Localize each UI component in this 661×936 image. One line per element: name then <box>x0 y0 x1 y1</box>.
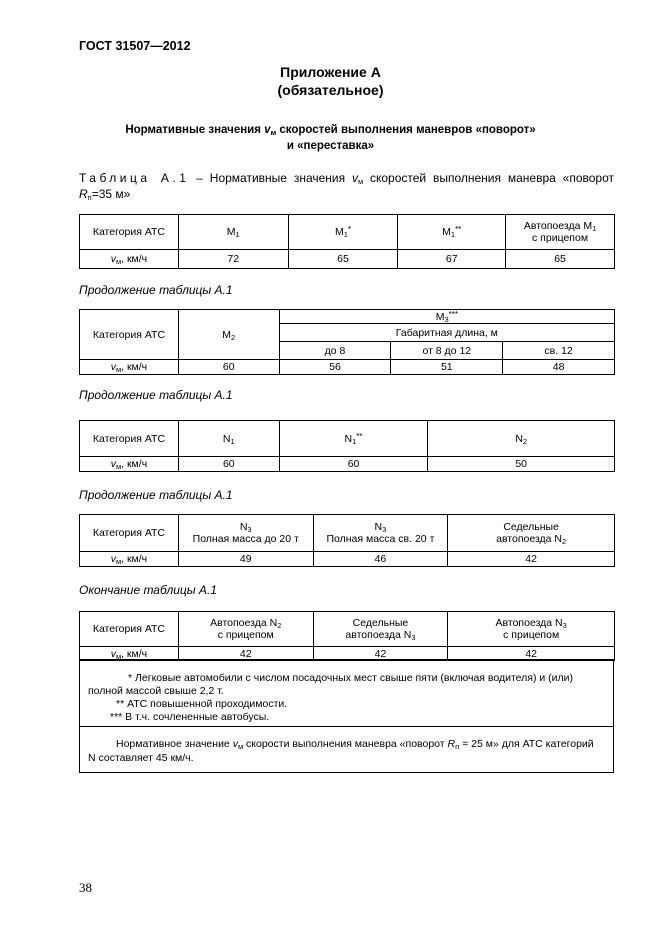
col-n2: $N_2$ <box>428 421 615 457</box>
col-n2-trailer: Автопоезда $N_2$ с прицепом <box>178 612 313 647</box>
col-n2-semitrailer: Седельные автопоезда $N_2$ <box>448 515 615 552</box>
value-cell: 65 <box>506 250 615 269</box>
category-header: Категория АТС <box>80 310 179 360</box>
col-n1-double-star: $N_1^{**}$ <box>279 421 428 457</box>
length-group-header: Габаритная длина, м <box>279 324 614 342</box>
footnotes-box <box>79 659 614 727</box>
footnote-2: ** АТС повышенной проходимости. <box>116 698 288 710</box>
col-m1-trailer: Автопоезда $M_1$ с прицепом <box>506 215 615 250</box>
col-n3-light: $N_3$ Полная масса до 20 т <box>178 515 313 552</box>
footnote-1: * Легковые автомобили с числом посадочных мест свыше пяти (включая водителя) и (или) полной массой свыше 2,2 т. <box>88 672 573 697</box>
page-number: 38 <box>79 880 92 895</box>
value-cell: 65 <box>288 250 398 269</box>
category-header: Категория АТС <box>80 515 179 552</box>
category-header: Категория АТС <box>80 215 179 250</box>
value-cell: 67 <box>398 250 506 269</box>
value-cell: 56 <box>279 360 391 375</box>
appendix-status: (обязательное) <box>277 82 384 98</box>
unit-cell: $v_м$, км/ч <box>80 250 179 269</box>
range-header: до 8 <box>279 342 391 360</box>
continuation-label: Продолжение таблицы А.1 <box>79 488 233 502</box>
col-n3-heavy: $N_3$ Полная масса св. 20 т <box>313 515 448 552</box>
range-header: от 8 до 12 <box>391 342 503 360</box>
table-a1-part2 <box>79 309 615 375</box>
range-header: св. 12 <box>503 342 615 360</box>
value-cell: 50 <box>428 457 615 472</box>
value-cell: 42 <box>448 647 615 661</box>
table-a1-part5 <box>79 611 615 661</box>
remark-box <box>79 726 614 773</box>
category-header: Категория АТС <box>80 612 179 647</box>
col-m1-double-star: $M_1^{**}$ <box>398 215 506 250</box>
table-a1-part1 <box>79 214 615 269</box>
value-cell: 42 <box>448 552 615 567</box>
end-label: Окончание таблицы А.1 <box>79 583 217 597</box>
appendix-heading-line1: Нормативные значения $v_м$ скоростей выполнения маневров «поворот» <box>125 124 536 137</box>
remark-text: Нормативное значение $v_м$ скорости выполнения маневра «поворот $R_п = 25$ м» для АТС категорий N составляет 45 км/ч. <box>88 738 594 764</box>
table-a1-part3 <box>79 420 615 472</box>
appendix-title: Приложение А <box>280 64 381 80</box>
value-cell: 60 <box>178 360 279 375</box>
col-m1-star: $M_1^*$ <box>288 215 398 250</box>
col-m1: $M_1$ <box>178 215 288 250</box>
value-cell: 49 <box>178 552 313 567</box>
continuation-label: Продолжение таблицы А.1 <box>79 388 233 402</box>
col-n3-semitrailer: Седельные автопоезда $N_3$ <box>313 612 448 647</box>
value-cell: 48 <box>503 360 615 375</box>
value-cell: 60 <box>178 457 279 472</box>
appendix-heading-line2: и «переставка» <box>286 140 375 152</box>
document-header: ГОСТ 31507—2012 <box>79 39 191 53</box>
unit-cell: $v_м$, км/ч <box>80 457 179 472</box>
continuation-label: Продолжение таблицы А.1 <box>79 283 233 297</box>
value-cell: 51 <box>391 360 503 375</box>
unit-cell: $v_м$, км/ч <box>80 360 179 375</box>
footnote-3: *** В т.ч. сочлененные автобусы. <box>110 711 270 723</box>
category-header: Категория АТС <box>80 421 179 457</box>
col-m2: $M_2$ <box>178 310 279 360</box>
value-cell: 42 <box>178 647 313 661</box>
value-cell: 42 <box>313 647 448 661</box>
table-caption: Таблица А.1 – Нормативные значения $v_м$ скоростей выполнения маневра «поворот $R_п=35$ м» <box>79 171 614 202</box>
col-n3-trailer: Автопоезда $N_3$ с прицепом <box>448 612 615 647</box>
table-a1-part4 <box>79 514 615 567</box>
value-cell: 46 <box>313 552 448 567</box>
col-n1: $N_1$ <box>178 421 279 457</box>
unit-cell: $v_м$, км/ч <box>80 647 179 661</box>
value-cell: 72 <box>178 250 288 269</box>
col-m3: $M_3^{***}$ <box>279 310 614 324</box>
unit-cell: $v_м$, км/ч <box>80 552 179 567</box>
value-cell: 60 <box>279 457 428 472</box>
